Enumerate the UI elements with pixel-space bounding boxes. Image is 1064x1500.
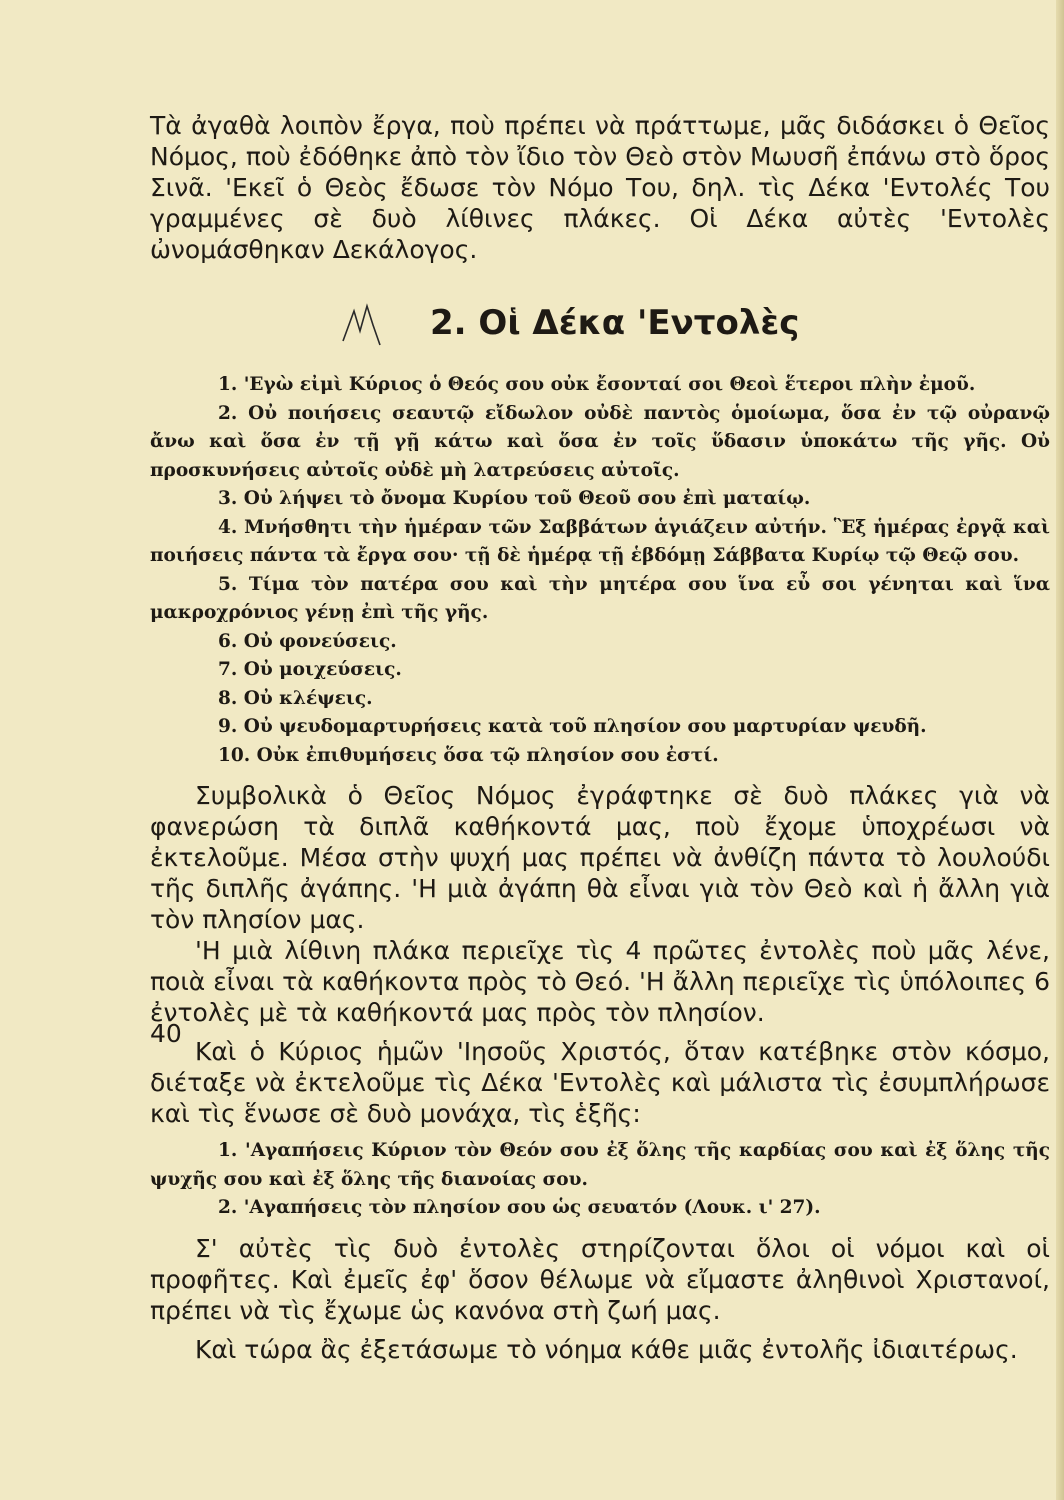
handwritten-mark-icon [340, 301, 384, 347]
commandment-item: 6. Οὐ φονεύσεις. [218, 630, 397, 652]
page-number: 40 [150, 1019, 182, 1048]
commandments-list [150, 371, 1050, 770]
commandment-item: 5. Τίμα τὸν πατέρα σου καὶ τὴν μητέρα σου ἵνα εὖ σοι γένηται καὶ ἵνα μακροχρόνιος γένῃ ἐπὶ τῆς γῆς. [150, 573, 1050, 623]
commandment-item: 8. Οὐ κλέψεις. [218, 687, 373, 709]
paragraph-christ: Καὶ ὁ Κύριος ἡμῶν 'Ιησοῦς Χριστός, ὅταν κατέβηκε στὸν κόσμο, διέταξε νὰ ἐκτελοῦμε τὶς Δέκα 'Εντολὲς καὶ μάλιστα τὶς ἐσυμπλήρωσε καὶ τὶς ἕνωσε σὲ δυὸ μονάχα, τὶς ἑξῆς: [150, 1037, 1050, 1128]
section-title: 2. Οἱ Δέκα 'Εντολὲς [430, 303, 800, 343]
great-commandment-item: 1. 'Αγαπήσεις Κύριον τὸν Θεόν σου ἐξ ὅλης τῆς καρδίας σου καὶ ἐξ ὅλης τῆς ψυχῆς σου καὶ ἐξ ὅλης τῆς διανοίας σου. [150, 1140, 1050, 1190]
paragraph-symbolic: Συμβολικὰ ὁ Θεῖος Νόμος ἐγράφτηκε σὲ δυὸ πλάκες γιὰ νὰ φανερώση τὰ διπλᾶ καθήκοντά μας, ποὺ ἔχομε ὑποχρέωσι νὰ ἐκτελοῦμε. Μέσα στὴν ψυχή μας πρέπει νὰ ἀνθίζη πάντα τὸ λουλούδι τῆς διπλῆς ἀγάπης. 'Η μιὰ ἀγάπη θὰ εἶναι γιὰ τὸν Θεὸ καὶ ἡ ἄλλη γιὰ τὸν πλησίον μας. [150, 781, 1050, 934]
intro-paragraph: Τὰ ἀγαθὰ λοιπὸν ἔργα, ποὺ πρέπει νὰ πράττωμε, μᾶς διδάσκει ὁ Θεῖος Νόμος, ποὺ ἐδόθηκε ἀπὸ τὸν ἴδιο τὸν Θεὸ στὸν Μωυσῆ ἐπάνω στὸ ὅρος Σινᾶ. 'Εκεῖ ὁ Θεὸς ἔδωσε τὸν Νόμο Του, δηλ. τὶς Δέκα 'Εντολές Του γραμμένες σὲ δυὸ λίθινες πλάκες. Οἱ Δέκα αὐτὲς 'Εντολὲς ὠνομάσθηκαν Δεκάλογος. [150, 111, 1050, 264]
paragraph-closing: Καὶ τώρα ἂς ἐξετάσωμε τὸ νόημα κάθε μιᾶς ἐντολῆς ἰδιαιτέρως. [195, 1334, 1018, 1364]
great-commandments-list [150, 1137, 1050, 1223]
section-heading-block [150, 293, 1050, 353]
commandment-item: 3. Οὐ λήψει τὸ ὄνομα Κυρίου τοῦ Θεοῦ σου ἐπὶ ματαίῳ. [218, 488, 811, 509]
page-edge [1056, 0, 1064, 1500]
commandment-item: 9. Οὐ ψευδομαρτυρήσεις κατὰ τοῦ πλησίον σου μαρτυρίαν ψευδῆ. [218, 716, 927, 737]
paragraph-prophets: Σ' αὐτὲς τὶς δυὸ ἐντολὲς στηρίζονται ὅλοι οἱ νόμοι καὶ οἱ προφῆτες. Καὶ ἐμεῖς ἐφ' ὅσον θέλωμε νὰ εἴμαστε ἀληθινοὶ Χριστανοί, πρέπει νὰ τὶς ἔχωμε ὡς κανόνα στὴ ζωή μας. [150, 1233, 1050, 1325]
commandment-item: 10. Οὐκ ἐπιθυμήσεις ὅσα τῷ πλησίον σου ἐστί. [218, 744, 719, 766]
commandment-item: 1. 'Εγὼ εἰμὶ Κύριος ὁ Θεός σου οὐκ ἔσονταί σοι Θεοὶ ἕτεροι πλὴν ἐμοῦ. [218, 374, 976, 395]
paragraph-tablets: 'Η μιὰ λίθινη πλάκα περιεῖχε τὶς 4 πρῶτες ἐντολὲς ποὺ μᾶς λένε, ποιὰ εἶναι τὰ καθήκοντα πρὸς τὸ Θεό. 'Η ἄλλη περιεῖχε τὶς ὑπόλοιπες 6 ἐντολὲς μὲ τὰ καθήκοντά μας πρὸς τὸν πλησίον. [150, 936, 1050, 1027]
commandment-item: 7. Οὐ μοιχεύσεις. [218, 659, 402, 680]
great-commandment-item: 2. 'Αγαπήσεις τὸν πλησίον σου ὡς σευατόν (Λουκ. ι' 27). [218, 1197, 821, 1218]
commandment-item: 2. Οὐ ποιήσεις σεαυτῷ εἴδωλον οὐδὲ παντὸς ὁμοίωμα, ὅσα ἐν τῷ οὐρανῷ ἄνω καὶ ὅσα ἐν τῇ γῇ κάτω καὶ ὅσα ἐν τοῖς ὕδασιν ὑποκάτω τῆς γῆς. Οὐ προσκυνήσεις αὐτοῖς οὐδὲ μὴ λατρεύσεις αὐτοῖς. [150, 402, 1050, 481]
commandment-item: 4. Μνήσθητι τὴν ἡμέραν τῶν Σαββάτων ἁγιάζειν αὐτήν. Ἓξ ἡμέρας ἐργᾷ καὶ ποιήσεις πάντα τὰ ἔργα σου· τῇ δὲ ἡμέρᾳ τῇ ἑβδόμῃ Σάββατα Κυρίῳ τῷ Θεῷ σου. [150, 516, 1050, 566]
page-content [150, 110, 1050, 1365]
